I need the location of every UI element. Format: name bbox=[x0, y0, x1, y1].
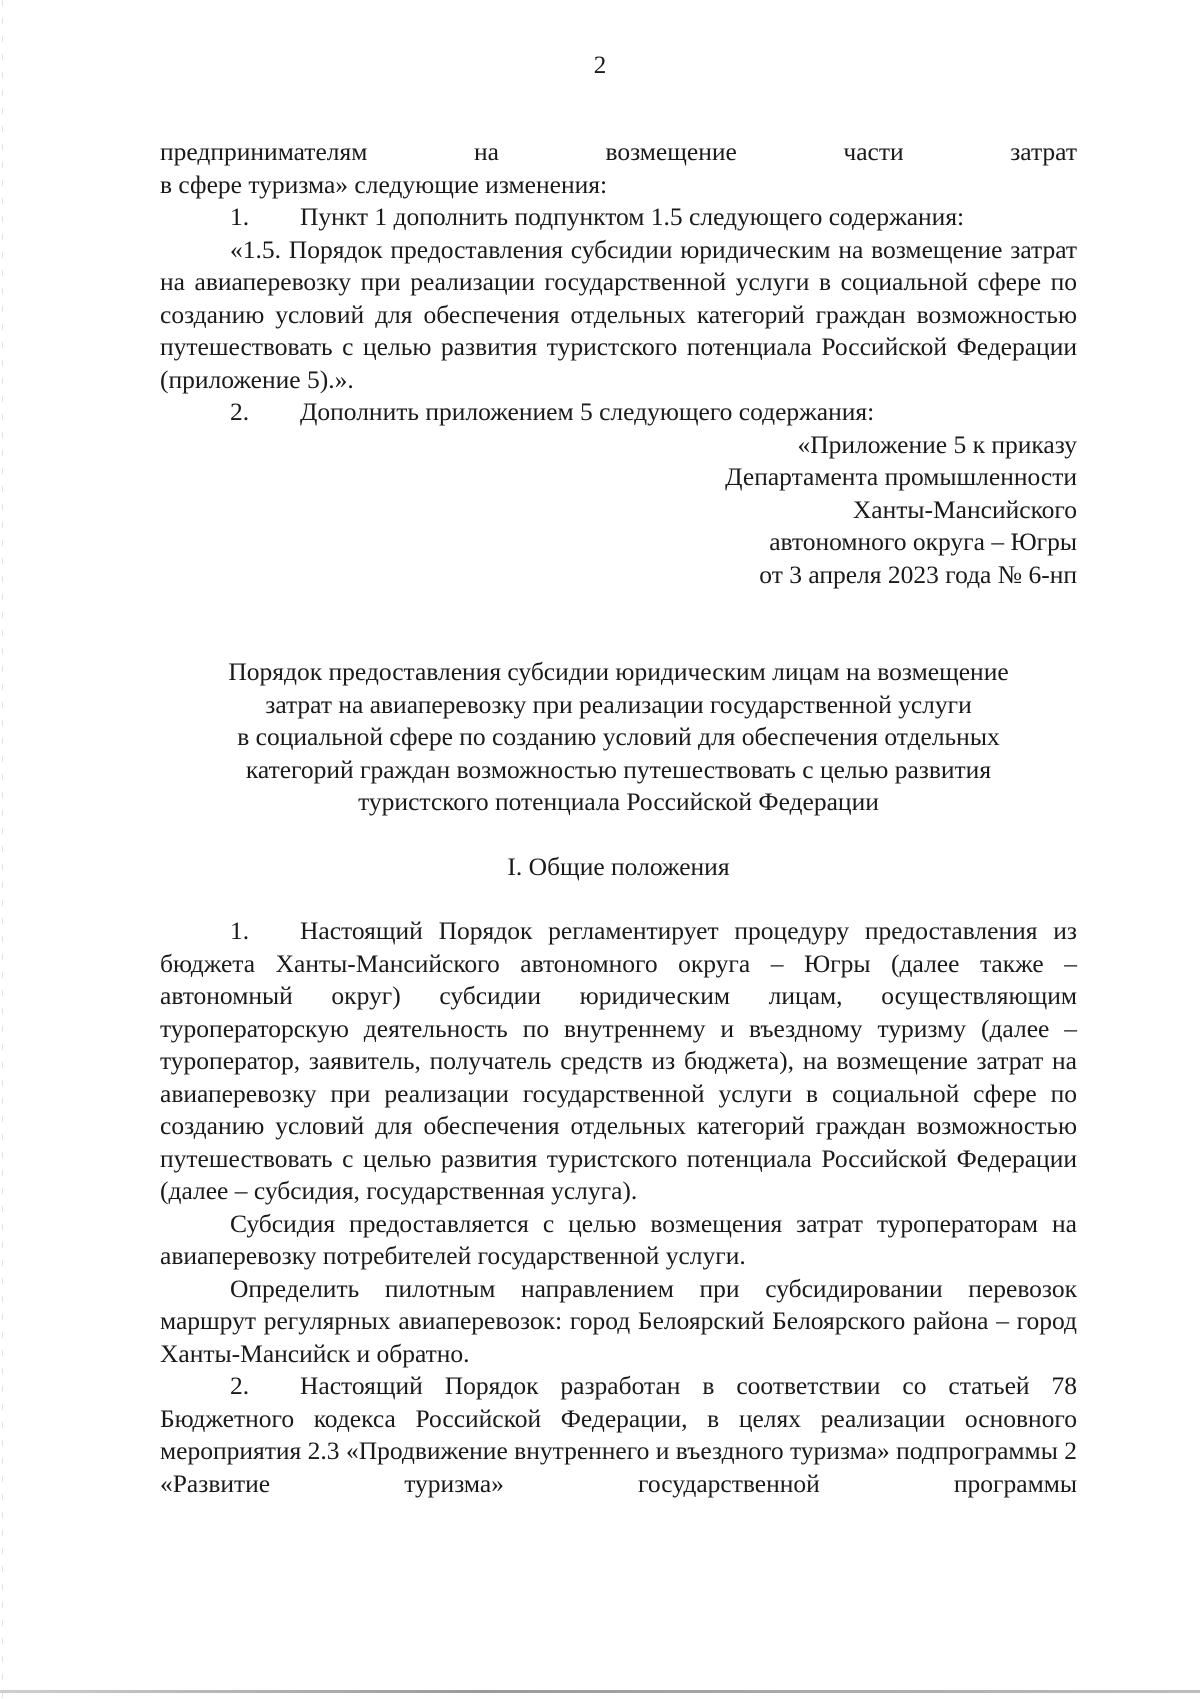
intro-word: на bbox=[473, 137, 499, 166]
section-title: I. Общие положения bbox=[507, 851, 730, 881]
clause-number-text: 1. bbox=[230, 916, 250, 945]
intro-word: затрат bbox=[1010, 137, 1077, 166]
change-text: Дополнить приложением 5 следующего содержания: bbox=[300, 397, 875, 426]
spacer bbox=[160, 591, 1077, 656]
document-title-line: категорий граждан возможностью путешествовать с целью развития bbox=[245, 754, 992, 784]
document-title-line: затрат на авиаперевозку при реализации государственной услуги bbox=[265, 689, 972, 719]
document-title-line: в социальной сфере по созданию условий для обеспечения отдельных bbox=[237, 722, 1000, 751]
intro-word: предпринимателям bbox=[160, 137, 368, 166]
clause-number bbox=[160, 915, 300, 948]
document-body bbox=[160, 136, 1077, 1500]
intro-line-1 bbox=[160, 136, 1077, 169]
appendix-header-line: автономного округа – Югры bbox=[769, 527, 1077, 556]
change-number: 1. bbox=[230, 202, 250, 231]
document-title-line: Порядок предоставления субсидии юридическим лицам на возмещение bbox=[228, 657, 1009, 686]
change-text: Пункт 1 дополнить подпунктом 1.5 следующего содержания: bbox=[300, 202, 965, 231]
intro-word: возмещение bbox=[605, 137, 737, 166]
clause-number-text: 2. bbox=[230, 1371, 250, 1400]
appendix-header-line: Ханты-Мансийского bbox=[852, 494, 1077, 524]
appendix-header-line: от 3 апреля 2023 года № 6-нп bbox=[759, 559, 1077, 589]
scan-edge-artifact bbox=[2, 0, 3, 1699]
paragraph: Определить пилотным направлением при субсидировании перевозок маршрут регулярных авиаперевозок: город Белоярский Белоярского района – город Ханты-Мансийск и обратно. bbox=[160, 1273, 1077, 1368]
spacer bbox=[160, 883, 1077, 915]
appendix-header bbox=[160, 429, 1077, 592]
clause-number bbox=[160, 1370, 300, 1403]
clause-text: Настоящий Порядок разработан в соответствии со статьей 78 Бюджетного кодекса Российской Федерации, в целях реализации основного мероприятия 2.3 «Продвижение внутреннего и въездного туризма» подпрограммы 2 «Развитие туризма» государственной программы bbox=[160, 1371, 1077, 1498]
intro-line-2: в сфере туризма» следующие изменения: bbox=[160, 169, 608, 199]
scan-bottom-artifact bbox=[0, 1690, 1200, 1693]
clause-2 bbox=[160, 1370, 1077, 1500]
change-item-1 bbox=[160, 201, 1077, 234]
intro-word: части bbox=[843, 137, 904, 166]
page-number: 2 bbox=[593, 52, 607, 79]
document-title bbox=[160, 656, 1077, 819]
subpoint-1-5: «1.5. Порядок предоставления субсидии юридическим на возмещение затрат на авиаперевозку при реализации государственной услуги в социальной сфере по созданию условий для обеспечения отдельных категорий граждан возможностью путешествовать с целью развития туристского потенциала Российской Федерации (приложение 5).». bbox=[160, 234, 1077, 394]
change-number: 2. bbox=[230, 397, 250, 426]
clause-text: Настоящий Порядок регламентирует процедуру предоставления из бюджета Ханты-Мансийского автономного округа – Югры (далее также – автономный округ) субсидии юридическим лицам, осуществляющим туроператорскую деятельность по внутреннему и въездному туризму (далее – туроператор, заявитель, получатель средств из бюджета), на возмещение затрат на авиаперевозку при реализации государственной услуги в социальной сфере по созданию условий для обеспечения отдельных категорий граждан возможностью путешествовать с целью развития туристского потенциала Российской Федерации (далее – субсидия, государственная услуга). bbox=[160, 916, 1077, 1205]
paragraph: Субсидия предоставляется с целью возмещения затрат туроператорам на авиаперевозку потребителей государственной услуги. bbox=[160, 1208, 1077, 1270]
appendix-header-line: «Приложение 5 к приказу bbox=[797, 429, 1077, 459]
appendix-header-line: Департамента промышленности bbox=[725, 462, 1077, 491]
clause-1 bbox=[160, 915, 1077, 1208]
spacer bbox=[160, 819, 1077, 851]
document-title-line: туристского потенциала Российской Федерации bbox=[358, 787, 879, 816]
change-item-2 bbox=[160, 396, 1077, 429]
